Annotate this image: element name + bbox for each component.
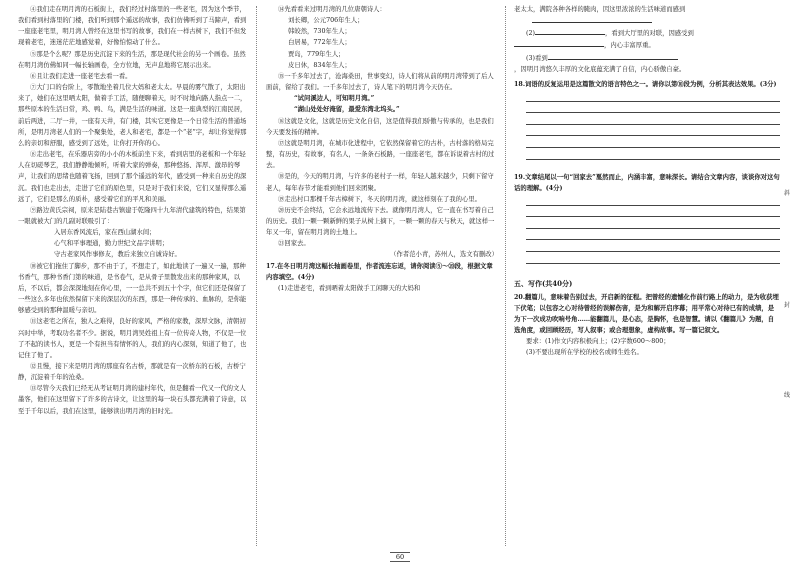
answer-line[interactable] — [526, 229, 780, 241]
answer-line[interactable] — [526, 206, 780, 218]
column-divider-left — [256, 6, 257, 546]
question-18: 18.词语的反复运用是这篇散文的语言特色之一。请你以第⑩段为例，分析其表达效果。(3分) — [514, 80, 777, 88]
source-note: （作者范小青，苏州人，选文有删改） — [390, 251, 498, 259]
paragraph: ⑨路边黄氏宗祠，原来是陆巷古镇建于乾隆四十九年清代建筑的特色，结果第一眼就被大门的几副对联吸引了： — [18, 206, 246, 225]
couplet-line: 入居东香风流后，家在西山湖水间； — [54, 229, 156, 237]
answer-blank[interactable] — [535, 27, 605, 35]
answer-line[interactable] — [526, 125, 780, 137]
binding-mark: 封 — [784, 302, 791, 309]
answer-line[interactable] — [526, 148, 780, 160]
paragraph: ⑫且慢，接下来是明月湾的那座有名古桥，那就是有一次桥东的石板，古桥宁静，沉淀着千年的沧桑。 — [18, 363, 246, 382]
poet-line: 刘长卿，公元706年生人； — [288, 17, 364, 25]
question-19: 19.文章结尾以一句“回家去”戛然而止，内涵丰富，意味深长。请结合文章内容，谈谈你对这句话的理解。(4分) — [514, 173, 780, 192]
poet-line: 贾岛，779年生人； — [288, 50, 345, 58]
paragraph: ⑰这就是明月湾，在城市化进程中，它依然保留着它的古朴，古村落的格局完整，有历史，有故事，有名人，一条条石板路，一座座老宅，都在诉说着古村的过去。 — [266, 139, 495, 170]
paragraph: ④我们走在明月湾的石板街上，我们经过村落里的一些老宅，因为这个季节，我们看到村落里的门楼，我们听到那个遥远的故事，我们仿佛听到了马蹄声，看到一座座老宅里，明月湾人曾经在这里书写的故事，我们在一样古树下，我们不但发现着老宅，迷迷茫茫地感觉着，好像怕惊动了什么。 — [18, 6, 247, 47]
paragraph: ⑥且让我们走进一座老宅去看一看。 — [30, 72, 132, 80]
quote-line: “试问溪边人，可知明月湾。” — [294, 95, 375, 103]
answer-text: ，因明月湾悠久丰厚的文化底蕴充满了自信，内心骄傲自豪。 — [514, 65, 686, 73]
column-1 — [18, 4, 252, 417]
answer-line[interactable] — [526, 102, 780, 114]
paragraph: ⑪这老宅之所在，独人之难得，良好的家风，严格的家教，深厚文脉，清朝初兴时中举，考取功名者不少。据说，明月湾吴姓祖上有一位传奇人物，不仅是一位了不起的读书人，更是一个有担当有情怀的人，我们的内心深刻，知道了他了，也记住了他了。 — [18, 318, 247, 359]
quote-line: “湖山处处好淹留，最爱东湾北坞头。” — [294, 106, 400, 114]
paragraph: ⑦大门口的台阶上，零散地坐着几位大妈和老太太。早晨的雾气散了，太阳出来了，她们在这里晒太阳，做着手工活，随便聊着天，时不时地向路人指点一二，那些原本的生活日常，鸡、鸭、鸟，满是生活的味道。这是一座典型的江南民居，前后两进，二厅一井，一座有天井，有门楼，其实它更像是一个日常生活的普通场所，是明月湾老人们的一个聚集处，老人和老宅，都是一个“老”字，却让你觉得那么的亲切和舒服，感受到了远处，让你打开你的心。 — [18, 84, 247, 147]
answer-line[interactable] — [526, 194, 780, 206]
paragraph: ⑭先看看来过明月湾的几位唐朝诗人： — [278, 6, 386, 13]
column-2 — [266, 4, 498, 294]
page-number: 60 — [0, 552, 800, 562]
paragraph: ⑤那是个么呢？那是历史沉淀下来的生活，那是现代社会的另一个画卷。虽然在明月湾仿佛如同一幅长轴画卷，全方位地，无声息地将它展示出来。 — [18, 50, 246, 69]
paragraph: ⑩被它们拖住了脚步，那不由于了，不想走了，如此地读了一遍又一遍，那种书香气，那种书香门第的味道，是书卷气，是从骨子里散发出来的那种家风，以后，不以后，都会深深地刻在你心里，一一总共不到五十个字，但它们还是保留了一些这么多年也依然保留下来的深层次的东西，那是一种传承的、血脉的，是你能够感受到的那种温暖与亲切。 — [18, 262, 247, 315]
paragraph: ⑳历史不会终结，它会永远地流传下去。就像明月湾人，它一直在书写着自己的历史。我们一颗一颗新鲜的果子从树上摘下，一颗一颗的春天与秋天，就这样一年又一年，留在明月湾的土地上。 — [266, 206, 495, 237]
column-3 — [514, 4, 780, 359]
paragraph: ⑯这就是文化，这就是历史文化自信，这是值得我们骄傲与传承的，也是我们今天要发扬的精神。 — [266, 117, 494, 136]
question-17-part-1: (1)走进老宅，看到晒着太阳做手工闲聊天的大妈和 — [278, 284, 421, 292]
answer-line[interactable] — [526, 113, 780, 125]
answer-blank-line[interactable] — [514, 15, 780, 27]
column-divider-right — [505, 6, 506, 546]
paragraph: ⑱是的，今天的明月湾，与许多的老村子一样，年轻人越来越少，只剩下留守老人，每年春节才能看到他们回来团聚。 — [266, 173, 494, 192]
answer-text: (3)看到 — [514, 52, 780, 64]
answer-line[interactable] — [526, 217, 780, 229]
requirement: 要求：(1)作文内容积极向上；(2)字数600～800； — [526, 338, 670, 346]
section-heading: 五、写作(共40分) — [514, 278, 573, 288]
answer-line[interactable] — [526, 240, 780, 252]
answer-blank[interactable] — [548, 52, 678, 60]
answer-line[interactable] — [526, 252, 780, 264]
answer-text: ，内心丰富厚重。 — [514, 39, 780, 51]
paragraph: ⑮一千多年过去了，沧海桑田，世事变幻，诗人们将从前的明月湾带到了后人面前，留给了我们。一千多年过去了，诗人笔下的明月湾今天仍在。 — [266, 72, 494, 92]
paragraph: ⑲走出村口那棵千年古樟树下，冬天的明月湾，就这样刻在了我的心里。 — [278, 195, 482, 203]
answer-line[interactable] — [526, 136, 780, 148]
paragraph: ⑬尽管今天我们已经无从考证明月湾的建村年代，但是翻看一代又一代的文人墨客，他们在这里留下了许多的古诗文，让这里的每一块石头都充满着了诗意，以至于千年以后，我们在这里，能够读出明月湾的旧时光。 — [18, 385, 247, 415]
question-20: 20.翻篇儿，意味着告别过去，开启新的征程。把曾经的遗憾化作前行路上的动力，是为收获埋下伏笔；以包容之心对待曾经的误解伤害，是为和解开启序幕；用平常心对待已有的成绩，是为下一次成功吹响号角……能翻篇儿，是心态，是胸怀，也是智慧。请以《翻篇儿》为题，自选角度，或回顾经历，写人叙事；或合理想象，虚构故事。写一篇记叙文。 — [514, 293, 779, 335]
couplet-line: 守古老家风作事修友，教后来独立自诚诗好。 — [54, 251, 181, 259]
poet-line: 白居易，772年生人； — [288, 39, 351, 47]
binding-mark: 斜 — [784, 190, 791, 197]
answer-line[interactable] — [526, 90, 780, 102]
answer-text: (2) ，看到大厅里的对联，因感受到 — [514, 27, 780, 39]
poet-line: 韩皎然，730年生人； — [288, 28, 351, 36]
paragraph: ㉑回家去。 — [278, 240, 310, 248]
paragraph: ⑧走出老宅，在乐器店旁的小小的木板前坐下来，看到店里的老板和一个年轻人在切磋琴艺，我们静静地倾听，听着大家的弹奏，那种悠扬、浑厚、激昂的琴声，让我们的思绪也随着飞扬，回到了那个遥远的年代，感受到一种来自历史的深沉。我们也走出去，走进了它们的原色里，只是对于我们来说，它们又显得那么遥远了，它们是那么的质朴，感受着它们的平凡和美丽。 — [18, 151, 247, 203]
question-17: 17.在冬日明月湾这幅长轴画卷里，作者流连忘返，请你阅读⑤～⑳段，根据文章内容填空。(4分) — [266, 262, 493, 281]
poet-line: 皮日休，834年生人； — [288, 61, 351, 69]
binding-mark: 线 — [784, 392, 791, 399]
answer-blank[interactable] — [514, 39, 604, 47]
requirement: (3)不要出现所在学校的校名或师生姓名。 — [526, 349, 643, 357]
answer-text: 老太太，满院各种各样的腌肉，因这里浓浓的生活味道而感到 — [514, 6, 686, 13]
couplet-line: 心气和平事理通，勤力世纪文品字讲明； — [54, 240, 169, 248]
